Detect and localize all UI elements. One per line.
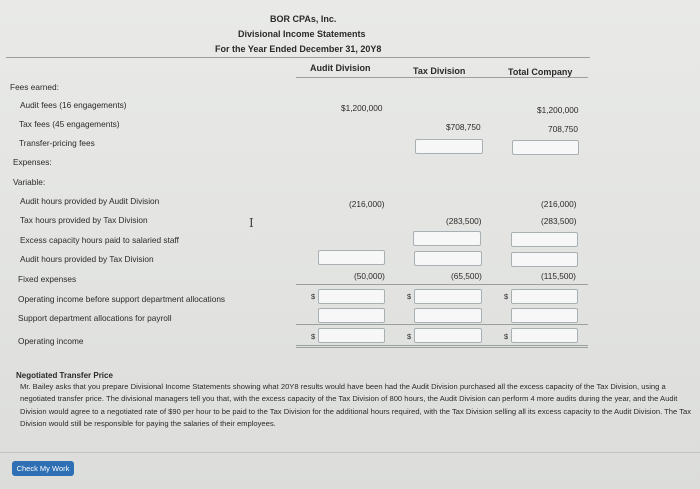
op-before-tax-dollar: $ <box>407 292 412 301</box>
audit-hours-total: (216,000) <box>541 199 577 209</box>
tax-fees-label: Tax fees (45 engagements) <box>19 119 120 129</box>
audit-hours-tax-total-input[interactable] <box>511 252 578 267</box>
audit-fees-total: $1,200,000 <box>537 105 579 115</box>
op-before-audit-input[interactable] <box>318 289 385 304</box>
op-income-total-input[interactable] <box>511 328 578 343</box>
fixed-expenses-tax: (65,500) <box>451 271 482 281</box>
transfer-fees-total-input[interactable] <box>512 140 579 155</box>
col-total-company: Total Company <box>508 67 573 77</box>
support-tax-input[interactable] <box>414 308 482 323</box>
audit-hours-audit: (216,000) <box>349 199 385 209</box>
transfer-fees-tax-input[interactable] <box>415 139 483 154</box>
double-rule-bottom <box>296 347 588 348</box>
op-income-audit-input[interactable] <box>318 328 385 343</box>
excess-capacity-label: Excess capacity hours paid to salaried staff <box>20 235 179 245</box>
support-audit-input[interactable] <box>318 308 385 323</box>
fixed-expenses-audit: (50,000) <box>354 271 385 281</box>
op-income-total-dollar: $ <box>504 332 509 341</box>
excess-capacity-total-input[interactable] <box>511 232 578 247</box>
col-tax-division: Tax Division <box>413 66 466 76</box>
negotiated-body: Mr. Bailey asks that you prepare Divisional Income Statements showing what 20Y8 results would have been had the Audit Division purchased all the excess capacity of the Tax Division, using a negotiated transfer price. The divisional managers tell you that, with the excess capacity of the Tax Division of 800 hours, the Audit Division can perform 4 more audits during the year, and the Audit Division would agree to a negotiated rate of $90 per hour to be paid to the Tax Division for the additional hours required, with the Tax Division selling all its excess capacity to the Audit Division. The Tax Division would still be responsible for paying the salaries of their employees. <box>20 382 692 429</box>
variable-label: Variable: <box>13 177 46 187</box>
tax-fees-tax: $708,750 <box>446 122 481 132</box>
footer-rule <box>0 452 700 453</box>
tax-hours-tax: (283,500) <box>446 216 482 226</box>
support-allocations-label: Support department allocations for payroll <box>18 313 172 323</box>
op-before-label: Operating income before support department allocations <box>18 294 226 304</box>
audit-hours-tax-label: Audit hours provided by Tax Division <box>20 254 154 264</box>
col-audit-division: Audit Division <box>310 63 371 73</box>
statement-title: Divisional Income Statements <box>238 29 366 39</box>
support-total-input[interactable] <box>511 308 578 323</box>
audit-fees-label: Audit fees (16 engagements) <box>20 100 127 110</box>
excess-capacity-tax-input[interactable] <box>413 231 481 246</box>
statement-period: For the Year Ended December 31, 20Y8 <box>215 44 382 54</box>
op-income-tax-dollar: $ <box>407 332 412 341</box>
op-before-total-input[interactable] <box>511 289 578 304</box>
fees-earned-label: Fees earned: <box>10 82 59 92</box>
tax-hours-label: Tax hours provided by Tax Division <box>20 215 148 225</box>
fixed-expenses-label: Fixed expenses <box>18 274 77 284</box>
total-rule <box>296 324 588 325</box>
transfer-fees-label: Transfer-pricing fees <box>19 138 95 148</box>
audit-hours-tax-tax-input[interactable] <box>414 251 482 266</box>
negotiated-title: Negotiated Transfer Price <box>16 371 113 380</box>
text-cursor-icon: I <box>249 216 254 230</box>
fixed-expenses-total: (115,500) <box>541 271 576 281</box>
expenses-label: Expenses: <box>13 157 52 167</box>
op-before-tax-input[interactable] <box>414 289 482 304</box>
subtotal-rule <box>296 284 588 285</box>
audit-hours-label: Audit hours provided by Audit Division <box>20 196 160 206</box>
op-before-audit-dollar: $ <box>311 292 316 301</box>
operating-income-label: Operating income <box>18 336 84 346</box>
op-before-total-dollar: $ <box>504 292 509 301</box>
audit-hours-tax-audit-input[interactable] <box>318 250 385 265</box>
op-income-audit-dollar: $ <box>311 332 316 341</box>
tax-hours-total: (283,500) <box>541 216 577 226</box>
column-rule <box>296 77 588 78</box>
double-rule-top <box>296 345 588 346</box>
header-rule <box>6 57 590 58</box>
op-income-tax-input[interactable] <box>414 328 482 343</box>
audit-fees-audit: $1,200,000 <box>341 103 383 113</box>
company-name: BOR CPAs, Inc. <box>270 14 337 24</box>
check-my-work-button[interactable]: Check My Work <box>12 461 74 476</box>
tax-fees-total: 708,750 <box>548 124 578 134</box>
